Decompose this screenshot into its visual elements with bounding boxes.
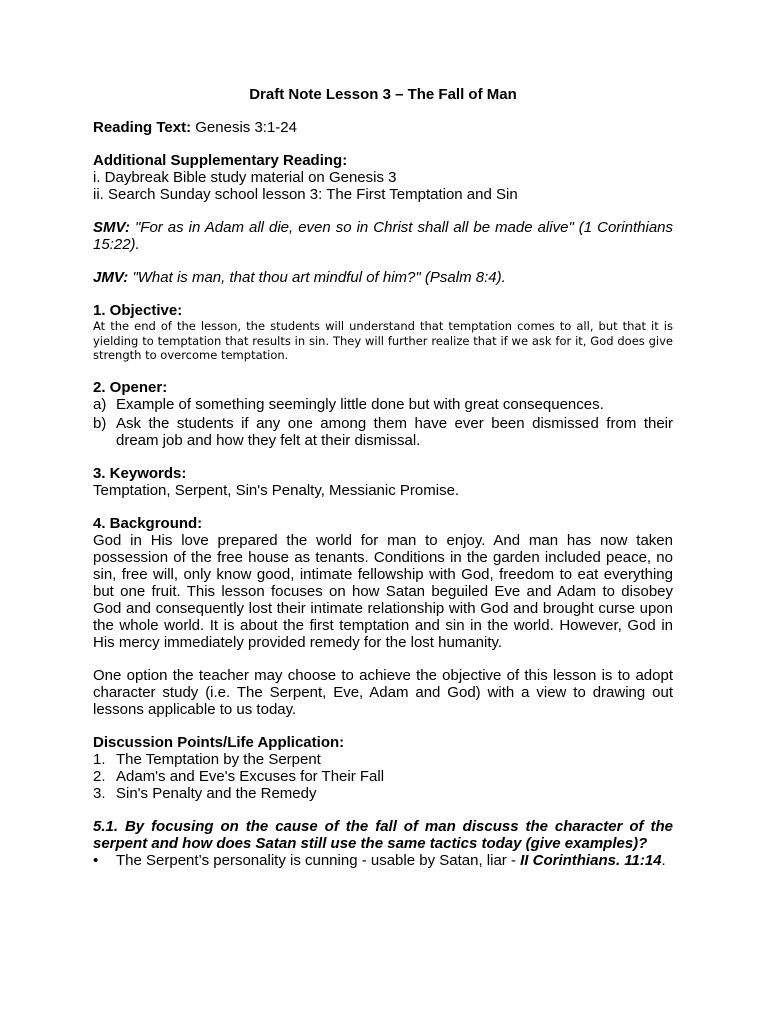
- section-5-1-question: 5.1. By focusing on the cause of the fall of man discuss the character of the serpent and how does Satan still use the same tactics today (give examples)?: [93, 817, 673, 852]
- list-item: [93, 415, 673, 449]
- bullet-end: .: [661, 851, 666, 869]
- list-text: [116, 852, 673, 869]
- jmv-text: "What is man, that thou art mindful of him?" (Psalm 8:4).: [128, 269, 506, 286]
- list-item: [93, 852, 673, 869]
- list-marker: a): [93, 395, 107, 413]
- document-title: Draft Note Lesson 3 – The Fall of Man: [249, 86, 517, 103]
- list-text: Sin's Penalty and the Remedy: [116, 784, 317, 802]
- objective-heading: 1. Objective:: [93, 302, 183, 319]
- list-item: [93, 768, 673, 785]
- section-5-1: [93, 818, 673, 869]
- reading-text: [93, 119, 673, 136]
- supplementary-heading: Additional Supplementary Reading:: [93, 152, 348, 169]
- jmv-verse: [93, 269, 673, 286]
- list-item: [93, 396, 673, 413]
- bullet-text: The Serpent’s personality is cunning - usable by Satan, liar -: [116, 851, 521, 869]
- smv-label: SMV:: [93, 219, 130, 236]
- supplementary-item: ii. Search Sunday school lesson 3: The First Temptation and Sin: [93, 186, 518, 203]
- bullet-reference: II Corinthians. 11:14: [520, 851, 662, 869]
- list-text: Adam's and Eve's Excuses for Their Fall: [116, 767, 385, 785]
- keywords-text: Temptation, Serpent, Sin's Penalty, Messianic Promise.: [93, 481, 460, 499]
- bullet-icon: •: [93, 851, 99, 869]
- background-heading: 4. Background:: [93, 514, 203, 532]
- document-page: [93, 86, 673, 871]
- objective-section: [93, 302, 673, 363]
- list-text: Example of something seemingly little done but with great consequences.: [116, 395, 604, 413]
- reading-text-label: Reading Text:: [93, 119, 192, 136]
- discussion-section: [93, 734, 673, 802]
- list-text: Ask the students if any one among them have ever been dismissed from their dream job and how they felt at their dismissal.: [116, 414, 673, 449]
- list-marker: 2.: [93, 767, 106, 785]
- list-marker: 1.: [93, 750, 106, 768]
- supplementary-item: i. Daybreak Bible study material on Genesis 3: [93, 169, 397, 186]
- opener-heading: 2. Opener:: [93, 378, 168, 396]
- smv-verse: [93, 219, 673, 253]
- keywords-heading: 3. Keywords:: [93, 464, 187, 482]
- list-marker: 3.: [93, 784, 106, 802]
- background-paragraph-2: One option the teacher may choose to achieve the objective of this lesson is to adopt character study (i.e. The Serpent, Eve, Adam and God) with a view to drawing out lessons applicable to us today.: [93, 666, 673, 718]
- discussion-heading: Discussion Points/Life Application:: [93, 733, 345, 751]
- smv-text: "For as in Adam all die, even so in Christ shall all be made alive" (1 Corinthians 15:22).: [93, 219, 673, 253]
- keywords-section: [93, 465, 673, 499]
- list-item: [93, 785, 673, 802]
- supplementary-reading: [93, 152, 673, 203]
- jmv-label: JMV:: [93, 269, 129, 286]
- opener-section: [93, 379, 673, 449]
- list-item: [93, 751, 673, 768]
- objective-text: At the end of the lesson, the students will understand that temptation comes to all, but that it is yielding to temptation that results in sin. They will further realize that if we ask for it, God does give strength to overcome temptation.: [93, 319, 673, 362]
- background-section: [93, 515, 673, 651]
- reading-text-value: Genesis 3:1-24: [191, 119, 297, 136]
- list-marker: b): [93, 414, 107, 432]
- background-paragraph: God in His love prepared the world for man to enjoy. And man has now taken possession of the free house as tenants. Conditions in the garden included peace, no sin, free will, only know good, intimate fellowship with God, freedom to eat everything but one fruit. This lesson focuses on how Satan beguiled Eve and Adam to disobey God and consequently lost their intimate relationship with God and brought curse upon the whole world. It is about the first temptation and sin in the world. However, God in His mercy immediately provided remedy for the lost humanity.: [93, 531, 673, 651]
- list-text: The Temptation by the Serpent: [116, 750, 321, 768]
